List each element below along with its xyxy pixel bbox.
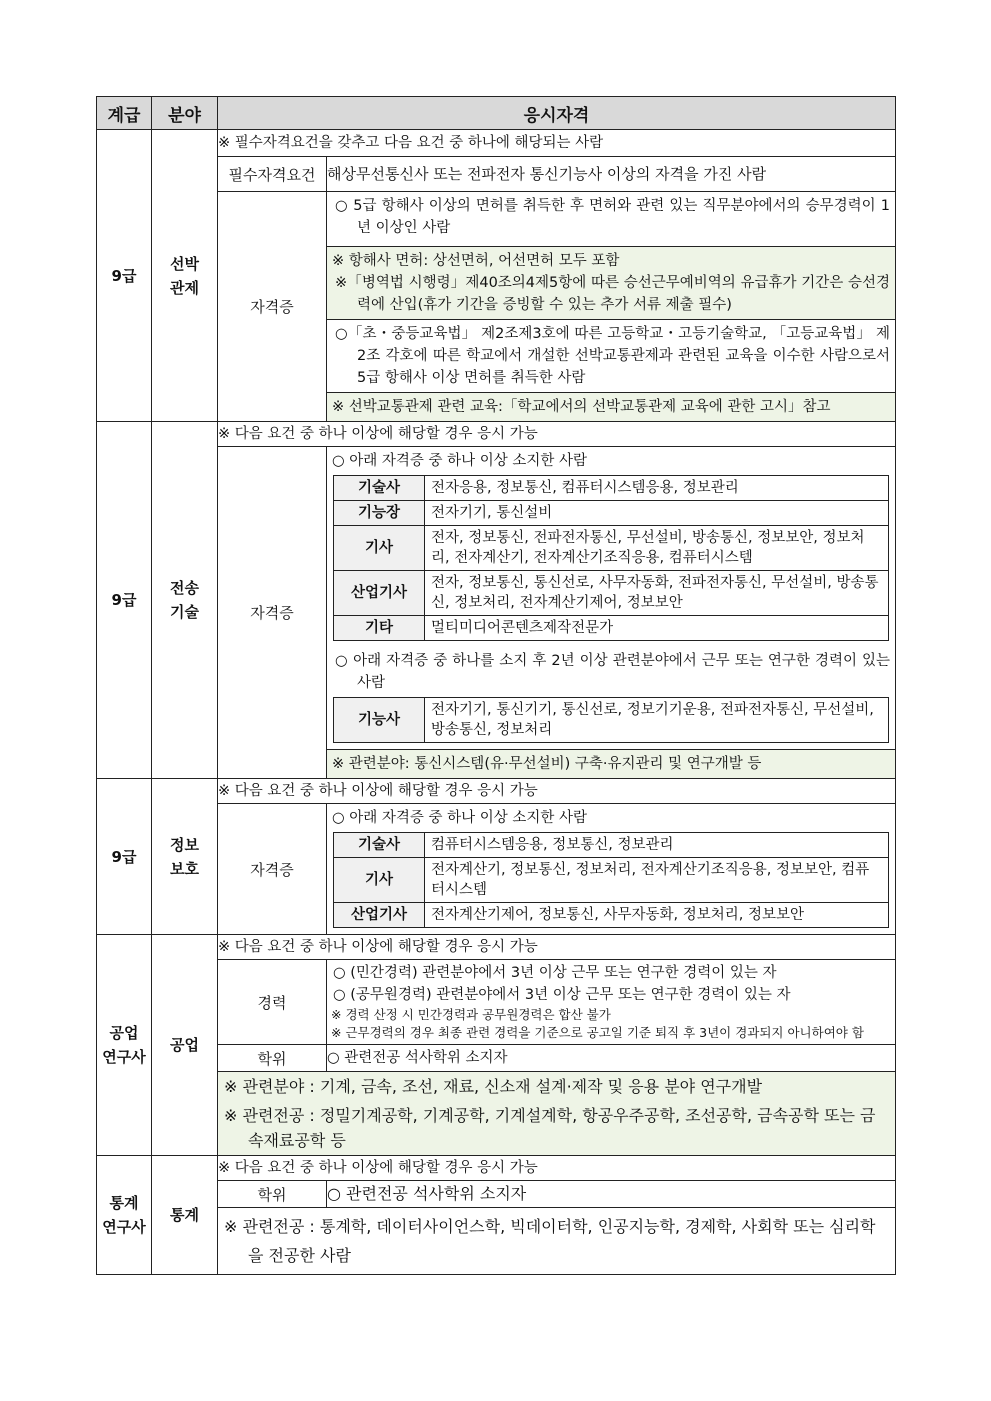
cert-type-label: 산업기사 bbox=[334, 571, 425, 616]
cert-type-label: 기술사 bbox=[334, 476, 425, 501]
option-text: ○ 5급 항해사 이상의 면허를 취득한 후 면허와 관련 있는 직무분야에서의 승무경력이 1년 이상인 사람 bbox=[335, 198, 891, 236]
grade-cell: 9급 bbox=[97, 130, 152, 422]
cert-row bbox=[334, 616, 889, 641]
section-intro-note: ※ 다음 요건 중 하나 이상에 해당할 경우 응시 가능 bbox=[218, 1156, 896, 1181]
required-label: 필수자격요건 bbox=[218, 157, 327, 192]
table-row bbox=[97, 130, 896, 157]
cert-type-label: 기술사 bbox=[334, 833, 425, 858]
option-text: ○「초・중등교육법」 제2조제3호에 따른 고등학교・고등기술학교, 「고등교육법」 제2조 각호에 따른 학교에서 개설한 선박교통관제과 관련된 교육을 이수한 사람으로서 5급 항해사 이상 면허를 취득한 사람 bbox=[327, 319, 895, 392]
cert-type-label: 기능장 bbox=[334, 501, 425, 526]
cert-row bbox=[334, 698, 889, 743]
header-field: 분야 bbox=[152, 97, 218, 130]
field-label-line2: 관제 bbox=[170, 278, 199, 297]
cert-type-values: 전자계산기, 정보통신, 정보처리, 전자계산기조직응용, 정보보안, 컴퓨터시스템 bbox=[425, 858, 889, 903]
cert-content bbox=[327, 804, 896, 935]
note-text: ※ 관련분야: 통신시스템(유·무선설비) 구축·유지관리 및 연구개발 등 bbox=[327, 749, 895, 778]
cert-type-values: 전자기기, 통신설비 bbox=[425, 501, 889, 526]
career-label: 경력 bbox=[218, 960, 327, 1045]
note-text: ※ 근무경력의 경우 최종 관련 경력을 기준으로 공고일 기준 퇴직 후 3년이 경과되지 아니하여야 함 bbox=[331, 1025, 864, 1040]
cert-type-values: 멀티미디어콘텐츠제작전문가 bbox=[425, 616, 889, 641]
degree-label: 학위 bbox=[218, 1045, 327, 1072]
note-text: ※ 선박교통관제 관련 교육:「학교에서의 선박교통관제 교육에 관한 고시」참고 bbox=[327, 392, 895, 421]
grade-cell bbox=[97, 1156, 152, 1275]
field-label-line2: 기술 bbox=[170, 603, 199, 621]
cert-type-values: 전자계산기제어, 정보통신, 사무자동화, 정보처리, 정보보안 bbox=[425, 903, 889, 928]
cert-type-label: 기타 bbox=[334, 616, 425, 641]
related-note-cell bbox=[218, 1072, 896, 1156]
note-text: ※ 항해사 면허: 상선면허, 어선면허 모두 포함 bbox=[332, 253, 620, 269]
header-grade: 계급 bbox=[97, 97, 152, 130]
option-text: ○ 아래 자격증 중 하나를 소지 후 2년 이상 관련분야에서 근무 또는 연구한 경력이 있는 사람 bbox=[335, 653, 891, 691]
note-text: ※ 관련전공 : 통계학, 데이터사이언스학, 빅데이터학, 인공지능학, 경제학, 사회학 또는 심리학을 전공한 사람 bbox=[224, 1217, 876, 1265]
field-cell bbox=[152, 422, 218, 779]
cert-row bbox=[334, 501, 889, 526]
cert-content bbox=[327, 447, 896, 779]
degree-label: 학위 bbox=[218, 1181, 327, 1208]
cert-row bbox=[334, 903, 889, 928]
cert-type-values: 전자, 정보통신, 통신선로, 사무자동화, 전파전자통신, 무선설비, 방송통신, 정보처리, 전자계산기제어, 정보보안 bbox=[425, 571, 889, 616]
section-intro-note: ※ 필수자격요건을 갖추고 다음 요건 중 하나에 해당되는 사람 bbox=[218, 130, 896, 157]
field-cell: 공업 bbox=[152, 935, 218, 1156]
cert-type-label: 기사 bbox=[334, 526, 425, 571]
career-content bbox=[327, 960, 896, 1045]
cert-type-label: 기사 bbox=[334, 858, 425, 903]
field-cell: 통계 bbox=[152, 1156, 218, 1275]
grade-cell bbox=[97, 935, 152, 1156]
grade-label-line1: 공업 bbox=[109, 1024, 139, 1042]
field-label-line1: 선박 bbox=[170, 254, 199, 273]
cert-row bbox=[334, 833, 889, 858]
cert-type-values: 전자응용, 정보통신, 컴퓨터시스템응용, 정보관리 bbox=[425, 476, 889, 501]
option-text: ○ 아래 자격증 중 하나 이상 소지한 사람 bbox=[332, 810, 588, 826]
cert-type-values: 컴퓨터시스템응용, 정보통신, 정보관리 bbox=[425, 833, 889, 858]
cert-type-label: 기능사 bbox=[334, 698, 425, 743]
table-row bbox=[97, 779, 896, 804]
grade-cell: 9급 bbox=[97, 779, 152, 935]
field-label-line1: 정보 bbox=[170, 835, 199, 854]
cert-content bbox=[327, 192, 896, 422]
qualification-table bbox=[96, 96, 896, 1275]
section-intro-note: ※ 다음 요건 중 하나 이상에 해당할 경우 응시 가능 bbox=[218, 935, 896, 960]
grade-label-line2: 연구사 bbox=[102, 1048, 146, 1066]
cert-row bbox=[334, 526, 889, 571]
table-row bbox=[97, 935, 896, 960]
cert-row bbox=[334, 476, 889, 501]
note-text: ※ 관련전공 : 정밀기계공학, 기계공학, 기계설계학, 항공우주공학, 조선공학, 금속공학 또는 금속재료공학 등 bbox=[224, 1106, 876, 1150]
grade-cell: 9급 bbox=[97, 422, 152, 779]
cert-list-table bbox=[333, 697, 889, 743]
degree-text: ○ 관련전공 석사학위 소지자 bbox=[327, 1181, 896, 1208]
field-label-line2: 보호 bbox=[170, 859, 199, 878]
grade-label-line1: 통계 bbox=[109, 1194, 139, 1212]
cert-label: 자격증 bbox=[218, 804, 327, 935]
cert-label: 자격증 bbox=[218, 192, 327, 422]
grade-label-line2: 연구사 bbox=[102, 1218, 146, 1236]
cert-row bbox=[334, 571, 889, 616]
table-header-row bbox=[97, 97, 896, 130]
cert-type-values: 전자, 정보통신, 전파전자통신, 무선설비, 방송통신, 정보보안, 정보처리, 전자계산기, 전자계산기조직응용, 컴퓨터시스템 bbox=[425, 526, 889, 571]
field-cell bbox=[152, 779, 218, 935]
cert-label: 자격증 bbox=[218, 447, 327, 779]
note-box bbox=[327, 246, 895, 319]
field-label-line1: 전송 bbox=[170, 579, 199, 597]
cert-list-table bbox=[333, 475, 889, 641]
note-text: ※「병역법 시행령」제40조의4제5항에 따른 승선근무예비역의 유급휴가 기간은 승선경력에 산입(휴가 기간을 증빙할 수 있는 추가 서류 제출 필수) bbox=[335, 275, 891, 313]
table-row bbox=[97, 422, 896, 447]
cert-list-table bbox=[333, 832, 889, 928]
cert-row bbox=[334, 858, 889, 903]
section-intro-note: ※ 다음 요건 중 하나 이상에 해당할 경우 응시 가능 bbox=[218, 779, 896, 804]
degree-text: ○ 관련전공 석사학위 소지자 bbox=[327, 1045, 896, 1072]
related-note-cell bbox=[218, 1208, 896, 1275]
option-text: ○ (민간경력) 관련분야에서 3년 이상 근무 또는 연구한 경력이 있는 자 bbox=[333, 965, 777, 981]
table-row bbox=[97, 1156, 896, 1181]
option-text: ○ 아래 자격증 중 하나 이상 소지한 사람 bbox=[332, 453, 588, 469]
field-cell bbox=[152, 130, 218, 422]
cert-type-values: 전자기기, 통신기기, 통신선로, 정보기기운용, 전파전자통신, 무선설비, 방송통신, 정보처리 bbox=[425, 698, 889, 743]
option-text: ○ (공무원경력) 관련분야에서 3년 이상 근무 또는 연구한 경력이 있는 자 bbox=[333, 987, 791, 1003]
required-text: 해상무선통신사 또는 전파전자 통신기능사 이상의 자격을 가진 사람 bbox=[327, 157, 896, 192]
cert-type-label: 산업기사 bbox=[334, 903, 425, 928]
note-text: ※ 관련분야 : 기계, 금속, 조선, 재료, 신소재 설계·제작 및 응용 분야 연구개발 bbox=[224, 1077, 763, 1096]
section-intro-note: ※ 다음 요건 중 하나 이상에 해당할 경우 응시 가능 bbox=[218, 422, 896, 447]
header-qualification: 응시자격 bbox=[218, 97, 896, 130]
note-text: ※ 경력 산정 시 민간경력과 공무원경력은 합산 불가 bbox=[331, 1007, 611, 1022]
qualification-table-page bbox=[96, 96, 895, 1275]
